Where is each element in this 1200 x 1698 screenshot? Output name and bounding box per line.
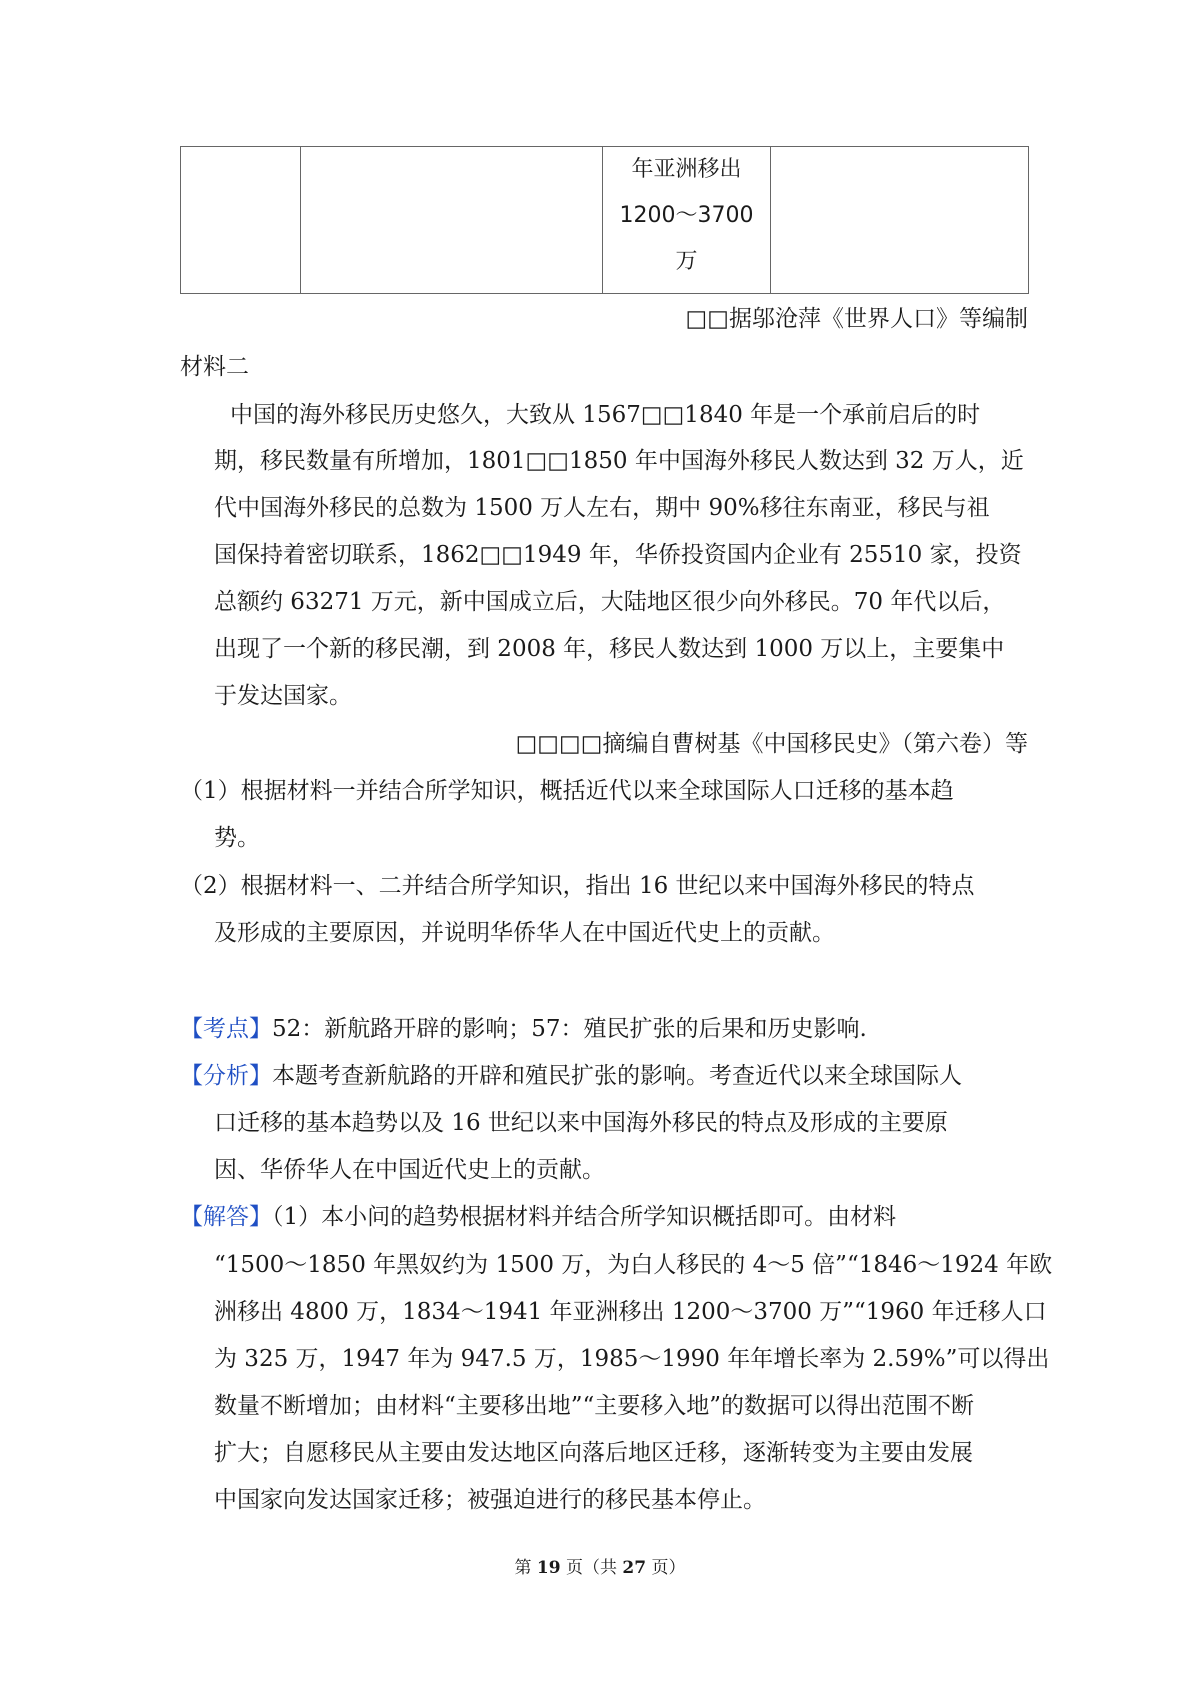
paragraph-line: 代中国海外移民的总数为 1500 万人左右，期中 90%移往东南亚，移民与祖 — [214, 495, 990, 521]
source-citation-2: □□□□摘编自曹树基《中国移民史》（第六卷）等 — [515, 731, 1028, 757]
fenxi-line: 本题考查新航路的开辟和殖民扩张的影响。考查近代以来全球国际人 — [272, 1063, 962, 1089]
jieda-line: 为 325 万，1947 年为 947.5 万，1985～1990 年年增长率为 2.59%”可以得出 — [214, 1346, 1050, 1372]
cell-line: 万 — [675, 249, 698, 274]
jieda-line: 洲移出 4800 万，1834～1941 年亚洲移出 1200～3700 万”“1960 年迁移人口 — [214, 1299, 1047, 1325]
paragraph-line: 总额约 63271 万元，新中国成立后，大陆地区很少向外移民。70 年代以后， — [214, 589, 1006, 615]
footer-prefix: 第 — [514, 1558, 537, 1578]
footer-page-number: 19 — [536, 1558, 561, 1578]
paragraph-line: 国保持着密切联系，1862□□1949 年，华侨投资国内企业有 25510 家，投资 — [214, 542, 1022, 568]
table-row — [181, 147, 1029, 294]
table-cell — [181, 147, 301, 294]
footer-middle: 页（共 — [560, 1558, 623, 1578]
footer-suffix: 页） — [646, 1558, 686, 1578]
question-1-line: 势。 — [214, 825, 260, 851]
jieda-section — [180, 1202, 896, 1232]
question-2-line: 及形成的主要原因，并说明华侨华人在中国近代史上的贡献。 — [214, 920, 835, 946]
fenxi-line: 口迁移的基本趋势以及 16 世纪以来中国海外移民的特点及形成的主要原 — [214, 1110, 948, 1136]
data-table-fragment — [180, 146, 1029, 294]
fenxi-section — [180, 1061, 962, 1091]
jieda-line: 数量不断增加；由材料“主要移出地”“主要移入地”的数据可以得出范围不断 — [214, 1393, 975, 1419]
material-2-title: 材料二 — [180, 354, 249, 380]
jieda-line: “1500～1850 年黑奴约为 1500 万，为白人移民的 4～5 倍”“1846～1924 年欧 — [214, 1252, 1053, 1278]
question-2-line: （2）根据材料一、二并结合所学知识，指出 16 世纪以来中国海外移民的特点 — [180, 873, 975, 899]
jieda-label: 【解答】 — [180, 1204, 272, 1230]
paragraph-line: 出现了一个新的移民潮，到 2008 年，移民人数达到 1000 万以上，主要集中 — [214, 636, 1005, 662]
question-1-line: （1）根据材料一并结合所学知识，概括近代以来全球国际人口迁移的基本趋 — [180, 778, 954, 804]
kaodian-section — [180, 1014, 867, 1044]
table-cell — [301, 147, 603, 294]
cell-line: 年亚洲移出 — [631, 157, 742, 182]
cell-line: 1200～3700 — [619, 203, 754, 228]
table-cell — [771, 147, 1029, 294]
source-citation-1: □□据邬沧萍《世界人口》等编制 — [685, 306, 1028, 332]
jieda-line: 中国家向发达国家迁移；被强迫进行的移民基本停止。 — [214, 1487, 766, 1513]
fenxi-label: 【分析】 — [180, 1063, 272, 1089]
jieda-line: （1）本小问的趋势根据材料并结合所学知识概括即可。由材料 — [272, 1204, 897, 1230]
kaodian-label: 【考点】 — [180, 1016, 272, 1042]
kaodian-text: 52：新航路开辟的影响；57：殖民扩张的后果和历史影响. — [272, 1016, 867, 1042]
table-cell — [603, 147, 771, 294]
paragraph-line: 中国的海外移民历史悠久，大致从 1567□□1840 年是一个承前启后的时 — [230, 402, 981, 428]
paragraph-line: 期，移民数量有所增加，1801□□1850 年中国海外移民人数达到 32 万人，近 — [214, 448, 1024, 474]
page-footer — [0, 1553, 1200, 1578]
fenxi-line: 因、华侨华人在中国近代史上的贡献。 — [214, 1157, 605, 1183]
paragraph-line: 于发达国家。 — [214, 683, 352, 709]
footer-total-pages: 27 — [622, 1558, 647, 1578]
jieda-line: 扩大；自愿移民从主要由发达地区向落后地区迁移，逐渐转变为主要由发展 — [214, 1440, 973, 1466]
